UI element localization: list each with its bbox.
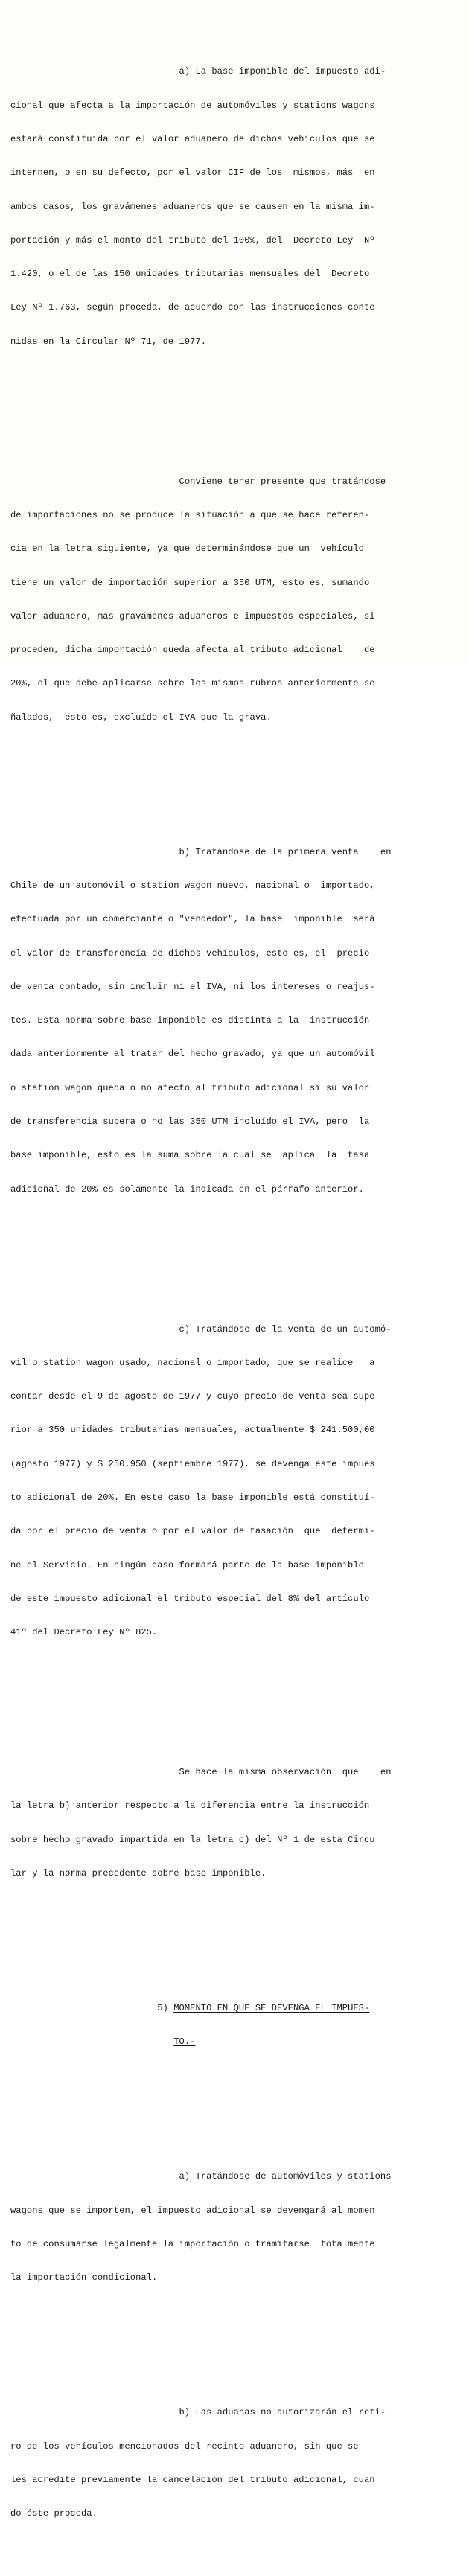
paragraph-b-primera-venta [10, 825, 461, 1218]
text-line: ambos casos, los gravámenes aduaneros que se causen en la misma im- [10, 201, 375, 212]
text-line: de importaciones no se produce la situación a que se hace referen- [10, 510, 370, 521]
text-line: 20%, el que debe aplicarse sobre los mismos rubros anteriormente se [10, 678, 375, 689]
text-line: to adicional de 20%. En este caso la base imponible está constituí- [10, 1492, 375, 1503]
text-line: da por el precio de venta o por el valor de tasación que determi- [10, 1526, 375, 1537]
paragraph-4a-base-imponible-importacion [10, 44, 461, 370]
text-line: vil o station wagon usado, nacional o importado, que se realice a [10, 1357, 375, 1368]
text-line: portación y más el monto del tributo del 100%, del Decreto Ley Nº [10, 234, 375, 246]
text-line: de transferencia supera o no las 350 UTM incluído el IVA, pero la [10, 1116, 370, 1127]
text-line: rior a 350 unidades tributarias mensuales, actualmente $ 241.500,00 [10, 1425, 375, 1436]
text-line: do éste proceda. [10, 2508, 98, 2519]
text-line: c) Tratándose de la venta de un automó- [10, 1323, 392, 1335]
text-line: a) La base imponible del impuesto adi- [10, 66, 386, 77]
text-line: to de consumarse legalmente la importación o tramitarse totalmente [10, 2238, 375, 2249]
text-line: valor aduanero, más gravámenes aduaneros e impuestos especiales, si [10, 610, 375, 621]
text-line: lar y la norma precedente sobre base imponible. [10, 1868, 267, 1879]
text-line: Conviene tener presente que tratándose [10, 476, 386, 487]
text-line: proceden, dicha importación queda afecta al tributo adicional de [10, 645, 375, 656]
paragraph-conviene-tener-presente [10, 454, 461, 746]
text-line: b) Tratándose de la primera venta en [10, 846, 392, 857]
text-line: Ley Nº 1.763, según proceda, de acuerdo con las instrucciones conte [10, 302, 375, 313]
text-line: wagons que se importen, el impuesto adicional se devengará al momen [10, 2205, 375, 2216]
section-heading-5 [10, 1981, 461, 2071]
text-line: 41º del Decreto Ley Nº 825. [10, 1627, 158, 1638]
heading-line [10, 2003, 461, 2014]
paragraph-c-venta-usado [10, 1301, 461, 1661]
text-line: internen, o en su defecto, por el valor CIF de los mismos, más en [10, 167, 375, 179]
paragraph-spacer [10, 1251, 461, 1268]
text-line: cional que afecta a la importación de automóviles y stations wagons [10, 100, 375, 111]
paragraph-spacer [10, 403, 461, 420]
text-line: la letra b) anterior respecto a la diferencia entre la instrucción [10, 1800, 370, 1812]
text-line: de venta contado, sin incluir ni el IVA, ni los intereses o reajus- [10, 981, 375, 992]
text-line: ro de los vehículos mencionados del recinto aduanero, sin que se [10, 2441, 359, 2452]
paragraph-5a-importacion [10, 2149, 461, 2306]
text-line: efectuada por un comerciante o "vendedor", la base imponible será [10, 914, 375, 925]
paragraph-spacer [10, 1936, 461, 1947]
text-line: ne el Servicio. En ningún caso formará parte de la base imponible [10, 1559, 364, 1570]
document-body [10, 10, 461, 2576]
text-line: estará constituida por el valor aduanero de dichos vehículos que se [10, 134, 375, 145]
text-line: ñalados, esto es, excluído el IVA que la grava. [10, 712, 272, 723]
text-line: dada anteriormente al tratar del hecho gravado, ya que un automóvil [10, 1049, 375, 1060]
paragraph-misma-observacion [10, 1745, 461, 1902]
paragraph-spacer [10, 2340, 461, 2351]
section-title-continued: TO.- [173, 2036, 196, 2048]
text-line: les acredite previamente la cancelación del tributo adicional, cuan [10, 2474, 375, 2485]
paragraph-spacer [10, 2104, 461, 2115]
paragraph-spacer [10, 779, 461, 790]
text-line: 1.420, o el de las 150 unidades tributarias mensuales del Decreto [10, 269, 370, 280]
text-line: Chile de un automóvil o station wagon nuevo, nacional o importado, [10, 880, 375, 892]
text-line: nidas en la Circular Nº 71, de 1977. [10, 336, 207, 347]
paragraph-spacer [10, 1695, 461, 1711]
heading-indent [10, 2036, 173, 2047]
text-line: b) Las aduanas no autorizarán el reti- [10, 2407, 386, 2418]
text-line: sobre hecho gravado impartida en la letra c) del Nº 1 de esta Circu [10, 1834, 375, 1845]
text-line: cia en la letra siguiente, ya que determinándose que un vehículo [10, 543, 364, 554]
text-line: contar desde el 9 de agosto de 1977 y cuyo precio de venta sea supe [10, 1391, 375, 1402]
text-line: tes. Esta norma sobre base imponible es distinta a la instrucción [10, 1015, 370, 1026]
text-line: tiene un valor de importación superior a 350 UTM, esto es, sumando [10, 577, 370, 588]
section-title: MOMENTO EN QUE SE DEVENGA EL IMPUES- [173, 2003, 370, 2014]
text-line: la importación condicional. [10, 2272, 158, 2283]
text-line: Se hace la misma observación que en [10, 1767, 392, 1778]
text-line: o station wagon queda o no afecto al tributo adicional si su valor [10, 1082, 370, 1093]
paragraph-5b-aduanas [10, 2385, 461, 2542]
text-line: base imponible, esto es la suma sobre la cual se aplica la tasa [10, 1150, 370, 1161]
text-line: el valor de transferencia de dichos vehículos, esto es, el precio [10, 947, 370, 959]
text-line: adicional de 20% es solamente la indicada en el párrafo anterior. [10, 1183, 364, 1195]
text-line: (agosto 1977) y $ 250.950 (septiembre 1977), se devenga este impues [10, 1458, 375, 1469]
text-line: de este impuesto adicional el tributo especial del 8% del artículo [10, 1593, 370, 1604]
section-number: 5) [10, 2003, 174, 2014]
heading-line [10, 2036, 461, 2048]
text-line: a) Tratándose de automóviles y stations [10, 2171, 392, 2182]
